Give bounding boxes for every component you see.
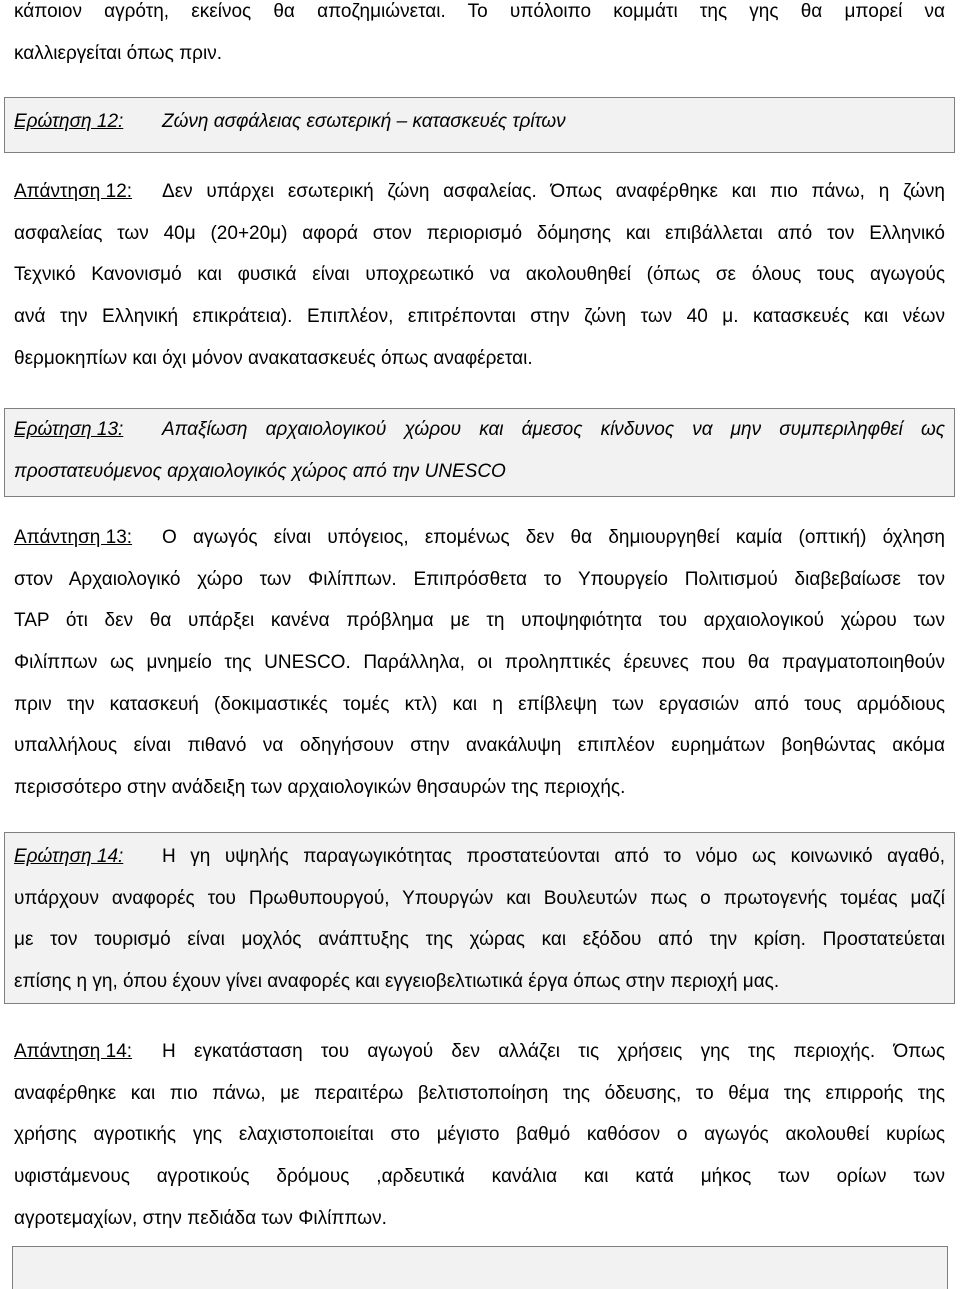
answer-13-label: Απάντηση 13: (14, 527, 133, 548)
question-13-label: Ερώτηση 13: (14, 419, 124, 440)
question-14-box (4, 832, 955, 1004)
question-13-line: Απαξίωση αρχαιολογικού χώρου και άμεσος κίνδυνος να μην συμπεριληφθεί ως (162, 419, 945, 440)
answer-13-paragraph (14, 517, 945, 809)
question-12-box (4, 97, 955, 153)
answer-13-line: στον Αρχαιολογικό χώρο των Φιλίππων. Επιπρόσθετα το Υπουργείο Πολιτισμού διαβεβαίωσε τον (14, 568, 945, 590)
question-13-first-line (14, 409, 945, 451)
answer-14-first-line (14, 1031, 945, 1073)
answer-12-label: Απάντηση 12: (14, 181, 133, 202)
intro-paragraph (14, 0, 945, 74)
question-14-line: υπάρχουν αναφορές του Πρωθυπουργού, Υπουργών και Βουλευτών πως ο πρωτογενής τομέας μαζί (14, 887, 945, 909)
answer-14-paragraph (14, 1031, 945, 1239)
answer-12-first-line (14, 171, 945, 213)
intro-line: κάποιον αγρότη, εκείνος θα αποζημιώνεται. Το υπόλοιπο κομμάτι της γης θα μπορεί να (14, 1, 945, 22)
answer-14-line: αγροτεμαχίων, στην πεδιάδα των Φιλίππων. (14, 1207, 387, 1229)
answer-14-line: χρήσης αγροτικής γης ελαχιστοποιείται στο μέγιστο βαθμό καθόσον ο αγωγός ακολουθεί κυρίως (14, 1124, 945, 1146)
question-14-first-line (14, 836, 945, 878)
intro-line: καλλιεργείται όπως πριν. (14, 42, 222, 64)
answer-12-line: Δεν υπάρχει εσωτερική ζώνη ασφαλείας. Όπως αναφέρθηκε και πιο πάνω, η ζώνη (162, 181, 945, 202)
answer-14-line: αναφέρθηκε και πιο πάνω, με περαιτέρω βελτιστοποίηση της όδευσης, το θέμα της επιρροής της (14, 1082, 945, 1104)
answer-12-line: θερμοκηπίων και όχι μόνον ανακατασκευές όπως αναφέρεται. (14, 347, 533, 369)
next-question-box (12, 1246, 948, 1289)
question-13-line: προστατευόμενος αρχαιολογικός χώρος από την UNESCO (14, 460, 506, 482)
answer-12-line: ασφαλείας των 40μ (20+20μ) αφορά στον περιορισμό δόμησης και επιβάλλεται από τον Ελληνικό (14, 222, 945, 244)
answer-13-line: Φιλίππων ως μνημείο της UNESCO. Παράλληλα, οι προληπτικές έρευνες που θα πραγματοποιηθούν (14, 652, 945, 674)
answer-13-line: Ο αγωγός είναι υπόγειος, επομένως δεν θα δημιουργηθεί καμία (οπτική) όχληση (162, 527, 945, 548)
answer-13-line: υπαλλήλους είναι πιθανό να οδηγήσουν στην ανακάλυψη επιπλέον ευρημάτων βοηθώντας ακόμα (14, 735, 945, 757)
question-14-line: επίσης η γη, όπου έχουν γίνει αναφορές και εγγειοβελτιωτικά έργα όπως στην περιοχή μας. (14, 971, 780, 993)
answer-13-line: πριν την κατασκευή (δοκιμαστικές τομές κτλ) και η επίβλεψη των εργασιών από τους αρμόδιους (14, 693, 945, 715)
question-12-first-line (14, 101, 945, 143)
answer-12-line: Τεχνικό Κανονισμό και φυσικά είναι υποχρεωτικό να ακολουθηθεί (όπως σε όλους τους αγωγούς (14, 264, 945, 286)
answer-13-first-line (14, 517, 945, 559)
answer-13-line: TAP ότι δεν θα υπάρξει κανένα πρόβλημα με τη υποψηφιότητα του αρχαιολογικού χώρου των (14, 610, 945, 632)
question-14-line: Η γη υψηλής παραγωγικότητας προστατεύονται από το νόμο ως κοινωνικό αγαθό, (162, 846, 945, 867)
question-13-box (4, 408, 955, 497)
question-14-line: με τον τουρισμό είναι μοχλός ανάπτυξης της χώρας και εξόδου από την κρίση. Προστατεύεται (14, 929, 945, 951)
answer-14-line: Η εγκατάσταση του αγωγού δεν αλλάζει τις χρήσεις γης της περιοχής. Όπως (162, 1041, 945, 1062)
answer-12-paragraph (14, 171, 945, 379)
answer-14-label: Απάντηση 14: (14, 1041, 133, 1062)
question-12-line: Ζώνη ασφάλειας εσωτερική – κατασκευές τρίτων (162, 111, 566, 132)
answer-14-line: υφιστάμενους αγροτικούς δρόμους ,αρδευτικά κανάλια και κατά μήκος των ορίων των (14, 1166, 945, 1188)
answer-12-line: ανά την Ελληνική επικράτεια). Επιπλέον, επιτρέπονται στην ζώνη των 40 μ. κατασκευές και νέων (14, 306, 945, 328)
answer-13-line: περισσότερο στην ανάδειξη των αρχαιολογικών θησαυρών της περιοχής. (14, 777, 626, 799)
question-12-label: Ερώτηση 12: (14, 111, 124, 132)
question-14-label: Ερώτηση 14: (14, 846, 124, 867)
